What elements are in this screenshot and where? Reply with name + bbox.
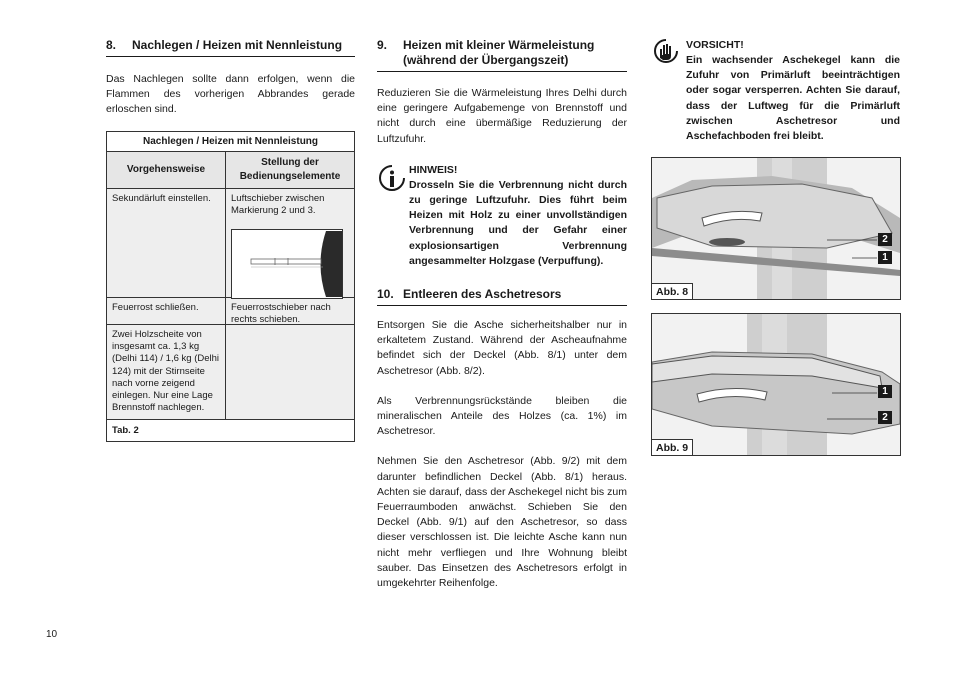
table-cell (226, 325, 354, 419)
hinweis-text: Drosseln Sie die Verbrennung nicht durch zu geringe Luftzufuhr. Dies führt beim Heizen mit Holz zu einer unvollständigen Verbrennung und der Gefahr einer explosionsartigen Verbrennung angesammelter Holzgase (Verpuffung). (409, 178, 627, 267)
page-number: 10 (46, 629, 58, 640)
vorsicht-notice (651, 38, 900, 144)
table-cell: Feuerrost schließen. (107, 298, 226, 324)
table-row (107, 188, 354, 297)
table-2 (106, 131, 355, 442)
section-title: Entleeren des Aschetresors (403, 287, 562, 302)
table-header-row (107, 151, 354, 188)
hinweis-notice (377, 163, 627, 269)
table-cell: Feuerrostschieber nach rechts schieben. (231, 301, 331, 325)
table-header-controls: Stellung der Bedienungselemente (239, 156, 341, 182)
figure-caption: Abb. 8 (652, 283, 693, 299)
vorsicht-text: Ein wachsender Aschekegel kann die Zufuhr von Primärluft beeinträchtigen oder sogar versperren. Achten Sie darauf, dass der Luftweg für die Primärluft zwischen Aschetresor und Aschefachboden frei bleibt. (686, 54, 900, 143)
column-right (651, 38, 900, 144)
callout-marker-1: 1 (878, 251, 892, 264)
section-10-paragraph: Als Verbrennungsrückstände bleiben die mineralischen Anteile des Holzes (ca. 1%) im Aschetresor. (377, 394, 627, 438)
ash-drawer-photo (652, 158, 900, 299)
section-title: Nachlegen / Heizen mit Nennleistung (132, 38, 343, 52)
figure-8 (651, 157, 901, 300)
section-9-body: Reduzieren Sie die Wärmeleistung Ihres Delhi durch eine geringere Aufgabemenge von Brennstoff und nicht durch eine übermäßige Reduzierung der Luftzufuhr. (377, 87, 627, 145)
callout-marker-1: 1 (878, 385, 892, 398)
section-number: 8. (106, 38, 117, 52)
table-footer: Tab. 2 (112, 424, 139, 436)
section-8-heading (106, 38, 355, 57)
section-10-paragraph: Entsorgen Sie die Asche sicherheitshalber nur in erkaltetem Zustand. Während der Ascheaufnahme befindet sich der Deckel (Abb. 8/1) unter dem Aschetresor (Abb. 8/2). (377, 319, 627, 377)
info-icon (377, 163, 409, 269)
callout-marker-2: 2 (878, 233, 892, 246)
table-header-procedure: Vorgehensweise (107, 152, 226, 188)
slider-position-illustration (231, 229, 343, 299)
figure-9 (651, 313, 901, 456)
section-9-heading (377, 38, 627, 72)
table-cell: Zwei Holzscheite von insgesamt ca. 1,3 kg (Delhi 114) / 1,6 kg (Delhi 124) mit der Stirnseite nach vorne zeigend einlegen. Nur eine Lage Brennstoff nachlegen. (107, 325, 226, 419)
section-number: 9. (377, 38, 388, 52)
hinweis-label: HINWEIS! (409, 163, 458, 176)
table-cell (226, 189, 354, 297)
callout-marker-2: 2 (878, 411, 892, 424)
table-row (107, 297, 354, 324)
section-number: 10. (377, 287, 394, 302)
figure-caption: Abb. 9 (652, 439, 693, 455)
caution-hand-icon (651, 38, 686, 144)
table-caption: Nachlegen / Heizen mit Nennleistung (142, 135, 319, 147)
section-10-paragraph: Nehmen Sie den Aschetresor (Abb. 9/2) mit dem darunter befindlichen Deckel (Abb. 8/1) heraus. Achten sie darauf, dass der Aschekegel nicht bis zum Feuerraumboden anwächst. Schieben Sie den Deckel (Abb. 9/1) auf den Aschetresor, so dass dieser verschlossen ist. Die leichte Asche kann nun nicht mehr verfliegen und Ihre Wohnung bleibt sauber. Das Einsetzen des Aschetresors erfolgt in umgekehrter Reihenfolge. (377, 455, 627, 590)
table-cell-text: Luftschieber zwischen Markierung 2 und 3. (231, 192, 325, 216)
table-cell: Sekundärluft einstellen. (107, 189, 226, 297)
section-8-intro: Das Nachlegen sollte dann erfolgen, wenn die Flammen des vorherigen Abbrandes gerade erloschen sind. (106, 73, 355, 116)
column-left (106, 38, 355, 442)
ash-drawer-closed-photo (652, 314, 900, 455)
table-row (107, 324, 354, 419)
column-middle (377, 38, 627, 591)
section-title: Heizen mit kleiner Wärmeleistung (während der Übergangszeit) (403, 38, 595, 67)
vorsicht-label: VORSICHT! (686, 39, 744, 51)
section-10-heading (377, 287, 627, 306)
table-footer-row (107, 419, 354, 441)
